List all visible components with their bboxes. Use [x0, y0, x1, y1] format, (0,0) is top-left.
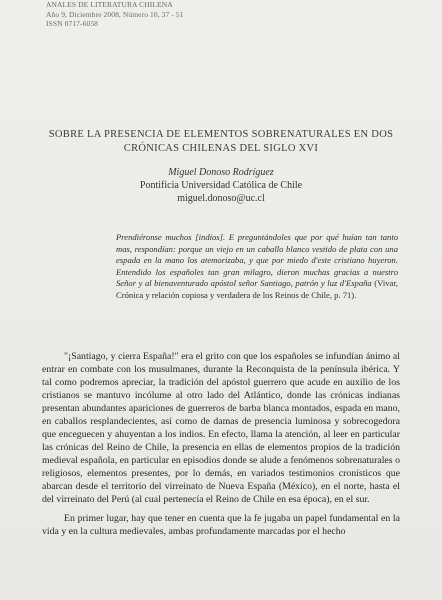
epigraph: [116, 232, 398, 302]
journal-issue: Año 9, Diciembre 2008, Número 10, 37 - 51: [46, 9, 184, 19]
article-title-line-2: CRÓNICAS CHILENAS DEL SIGLO XVI: [123, 143, 319, 154]
body-paragraph-2: En primer lugar, hay que tener en cuenta que la fe jugaba un papel fundamental en la vida y en la cultura medievales, ambas profundamente marcadas por el hecho: [42, 513, 400, 537]
article-title-line-1: SOBRE LA PRESENCIA DE ELEMENTOS SOBRENATURALES EN DOS: [48, 129, 394, 140]
journal-name: ANALES DE LITERATURA CHILENA: [46, 0, 173, 9]
author-name: Miguel Donoso Rodríguez: [168, 167, 274, 178]
author-affiliation: Pontificia Universidad Católica de Chile: [139, 180, 303, 191]
article-title: [30, 128, 412, 156]
body-paragraph-1: "¡Santiago, y cierra España!" era el grito con que los españoles se infundían ánimo al entrar en combate con los musulmanes, durante la Reconquista de la península ibérica. Y tal como podremos apreciar, la tradición del apóstol guerrero que acude en auxilio de los cristianos se mantuvo incólume al otro lado del Atlántico, donde las crónicas indianas presentan abundantes apariciones de guerreros de barba blanca montados, espada en mano, en caballos resplandecientes, así como de damas de presencia luminosa y sobrecogedora que enceguecen y ahuyentan a los indios. En efecto, llama la atención, al leer en particular las crónicas del Reino de Chile, la presencia en ellas de elementos propios de la tradición medieval española, en particular en episodios donde se alude a fenómenos sobrenaturales o religiosos, elementos presentes, por lo demás, en variados testimonios cronísticos que abarcan desde el territorio del virreinato de Nueva España (México), en el norte, hasta el del virreinato del Perú (al cual pertenecía el Reino de Chile en esa época), en el sur.: [42, 351, 400, 505]
epigraph-text: Prendiéronse muchos [indios]. E preguntándoles que por qué huían tan tanto mas, respondían: porque un viejo en un caballo blanco vestido de plata con una espada en la mano los atemorizaba, y que por miedo d'este cristiano huyeron. Entendido los españoles tan gran milagro, dieron muchas gracias a nuestro Señor y al bienaventurado apóstol señor Santiago, patrón y luz d'España: [116, 232, 398, 289]
journal-issn: ISSN 0717-6058: [46, 19, 99, 28]
article-body: [42, 350, 400, 538]
epigraph-citation: (Vivar, Crónica y relación copiosa y verdadera de los Reinos de Chile, p. 71).: [116, 278, 398, 300]
author-block: [120, 166, 322, 205]
journal-header: [46, 0, 184, 29]
author-email: miguel.donoso@uc.cl: [177, 193, 265, 204]
